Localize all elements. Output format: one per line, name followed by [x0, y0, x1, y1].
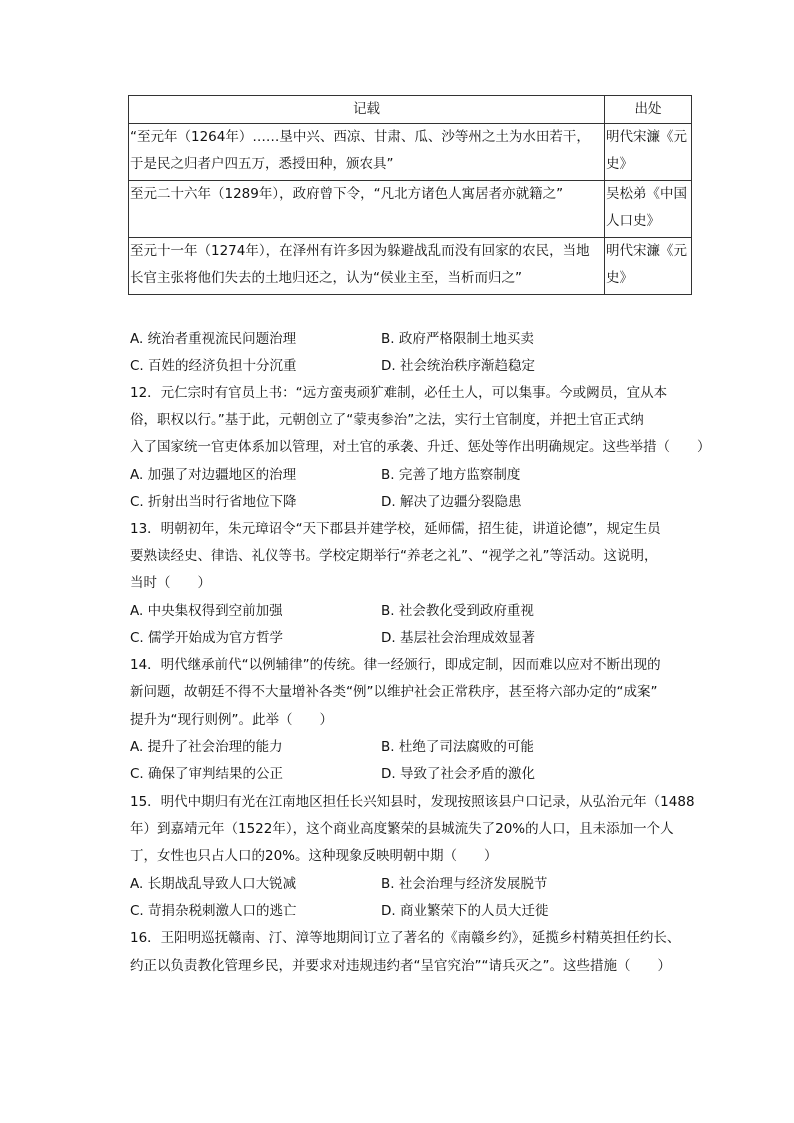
q11-option-c: C. 百姓的经济负担十分沉重 — [130, 358, 297, 374]
q15-stem-line: 丁，女性也只占人口的20%。这种现象反映明朝中期（ ） — [130, 848, 498, 864]
q13-stem-line: 要熟读经史、律诰、礼仪等书。学校定期举行“养老之礼”、“视学之礼”等活动。这说明， — [130, 548, 658, 564]
records-table — [128, 95, 692, 295]
q12-option-a: A. 加强了对边疆地区的治理 — [130, 467, 297, 483]
q11-option-a: A. 统治者重视流民问题治理 — [130, 331, 297, 347]
record-cell: 至元十一年（1274年），在泽州有许多因为躲避战乱而没有回家的农民，当地长官主张将他们失去的土地归还之，认为“侯业主至，当析而归之” — [129, 238, 605, 295]
q13-option-d: D. 基层社会治理成效显著 — [381, 630, 535, 646]
source-cell: 吴松弟《中国人口史》 — [605, 181, 692, 238]
source-cell: 明代宋濂《元史》 — [605, 124, 692, 181]
q13-option-c: C. 儒学开始成为官方哲学 — [130, 630, 284, 646]
q14-stem-line: 新问题，故朝廷不得不大量增补各类“例”以维护社会正常秩序，甚至将六部办定的“成案” — [130, 684, 658, 700]
q13-stem-line: 13．明朝初年，朱元璋诏令“天下郡县并建学校，延师儒，招生徒，讲道论德”，规定生员 — [130, 521, 661, 537]
table-header-row — [129, 96, 692, 124]
q14-stem-line: 提升为“现行则例”。此举（ ） — [130, 712, 333, 728]
q12-option-d: D. 解决了边疆分裂隐患 — [381, 494, 522, 510]
q14-option-b: B. 杜绝了司法腐败的可能 — [381, 739, 534, 755]
q12-stem-line: 入了国家统一官吏体系加以管理，对土官的承袭、升迁、惩处等作出明确规定。这些举措（ ） — [130, 439, 711, 455]
q13-option-a: A. 中央集权得到空前加强 — [130, 603, 283, 619]
q15-stem-line: 15．明代中期归有光在江南地区担任长兴知县时，发现按照该县户口记录，从弘治元年（1488 — [130, 794, 695, 810]
q15-stem-line: 年）到嘉靖元年（1522年），这个商业高度繁荣的县城流失了20%的人口，且未添加一个人 — [130, 821, 674, 837]
q12-stem-line: 俗，职权以行。”基于此，元朝创立了“蒙夷参治”之法，实行土官制度，并把土官正式纳 — [130, 412, 644, 428]
q16-stem-line: 约正以负责教化管理乡民，并要求对违规违约者“呈官究治”“请兵灭之”。这些措施（ ） — [130, 958, 671, 974]
table-header-source: 出处 — [605, 96, 692, 124]
q15-option-d: D. 商业繁荣下的人员大迁徙 — [381, 903, 549, 919]
q13-stem-line: 当时（ ） — [130, 575, 211, 591]
q12-option-b: B. 完善了地方监察制度 — [381, 467, 521, 483]
table-row — [129, 181, 692, 238]
q12-option-c: C. 折射出当时行省地位下降 — [130, 494, 297, 510]
source-cell: 明代宋濂《元史》 — [605, 238, 692, 295]
q14-option-d: D. 导致了社会矛盾的激化 — [381, 766, 535, 782]
q15-option-b: B. 社会治理与经济发展脱节 — [381, 876, 548, 892]
q16-stem-line: 16．王阳明巡抚赣南、汀、漳等地期间订立了著名的《南赣乡约》，延揽乡村精英担任约长、 — [130, 930, 681, 946]
q14-stem-line: 14．明代继承前代“以例辅律”的传统。律一经颁行，即成定制，因而难以应对不断出现的 — [130, 657, 661, 673]
q11-option-d: D. 社会统治秩序渐趋稳定 — [381, 358, 535, 374]
q11-option-b: B. 政府严格限制土地买卖 — [381, 331, 534, 347]
q12-stem-line: 12．元仁宗时有官员上书：“远方蛮夷顽犷难制，必任土人，可以集事。今或阙员，宜从本 — [130, 385, 668, 401]
table-header-record: 记载 — [129, 96, 605, 124]
record-cell: 至元二十六年（1289年），政府曾下令，“凡北方诸色人寓居者亦就籍之” — [129, 181, 605, 238]
q15-option-a: A. 长期战乱导致人口大锐减 — [130, 876, 297, 892]
table-row — [129, 238, 692, 295]
q15-option-c: C. 苛捐杂税刺激人口的逃亡 — [130, 903, 297, 919]
table-row — [129, 124, 692, 181]
q14-option-a: A. 提升了社会治理的能力 — [130, 739, 283, 755]
q13-option-b: B. 社会教化受到政府重视 — [381, 603, 534, 619]
q14-option-c: C. 确保了审判结果的公正 — [130, 766, 284, 782]
record-cell: “至元年（1264年）……垦中兴、西凉、甘肃、瓜、沙等州之土为水田若干，于是民之归者户四五万，悉授田种，颁农具” — [129, 124, 605, 181]
